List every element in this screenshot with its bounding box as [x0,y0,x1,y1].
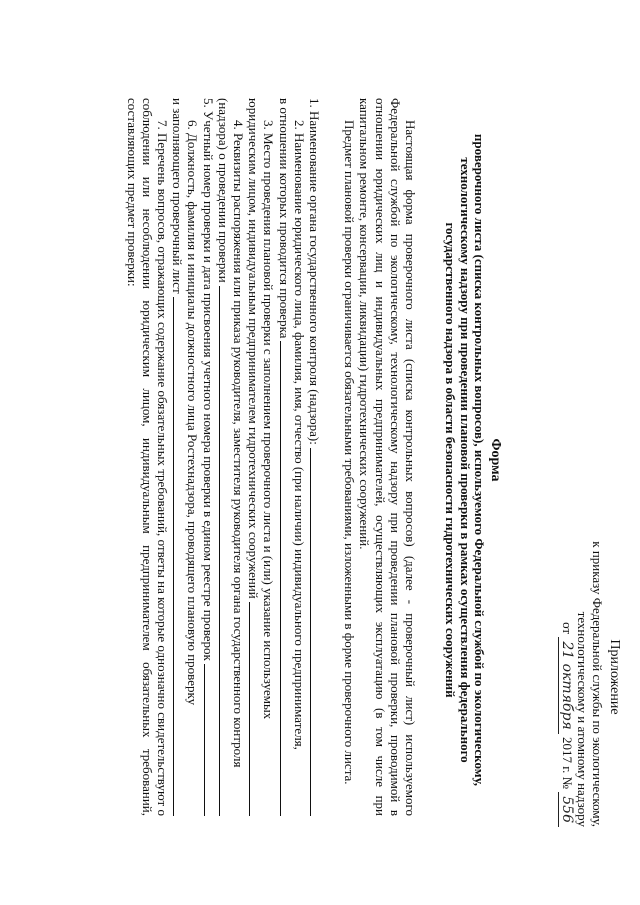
appendix-block [558,527,622,827]
item-3 [261,98,276,816]
handwritten-number: 556 [558,792,574,827]
item-2 [292,98,307,816]
item-6-fill-line [173,297,185,816]
item-6-cont [170,98,185,816]
appendix-line-1: к приказу Федеральной службы по экологическому, [590,541,605,827]
appendix-title: Приложение [607,639,622,715]
year-label: 2017 г. № [560,736,575,790]
item-6-cont-text: и заполняющего проверочный лист [170,98,186,294]
item-2-text: 2. Наименование юридического лица, фамилия, имя, отчество (при наличии) индивидуального предпринимателя, [291,120,307,750]
item-2-cont-text: в отношении которых проводится проверка [276,98,292,339]
item-4-cont [216,98,231,816]
intro-paragraph-2: Предмет плановой проверки ограничивается обязательными требованиями, изложенными в форме проверочного листа. [342,120,358,785]
form-items [124,98,322,816]
date-prefix: от [560,622,575,635]
item-7-text: 7. Перечень вопросов, отражающих содержание обязательных требований, ответы на которые однозначно свидетельствуют о соблюдении или несоблюдении юридическим лицом, индивидуальным предпринимателем обязательных требований, составляющих предмет проверки: [124,98,170,816]
item-4-fill-line [219,286,231,816]
item-3-cont-text: юридическим лицом, индивидуальным предпринимателем гидротехнических сооружений [246,98,262,599]
item-1-fill-line [310,448,322,816]
appendix-date-line [558,527,575,827]
form-title: Форма [488,438,503,482]
item-3-fill-line [249,602,261,816]
heading-line-1: проверочного листа (списка контрольных вопросов), используемого Федеральной службой по экологическому, [472,133,488,787]
item-1 [307,98,322,816]
form-heading [443,90,502,830]
appendix-line-2: технологическому и атомному надзору [575,611,590,827]
item-3-text: 3. Место проведения плановой проверки с заполнением проверочного листа и (или) указание используемых [261,120,277,720]
item-5-text: 5. Учетный номер проверки и дата присвоения учетного номера проверки в едином реестре проверок [200,98,216,661]
item-6-text: 6. Должность, фамилия и инициалы должностного лица Ростехнадзора, проводящего плановую проверку [185,120,201,706]
item-1-text: 1. Наименование органа государственного контроля (надзора): [307,98,322,445]
item-7 [124,98,170,816]
item-5-fill-line [204,664,216,816]
item-2-cont [276,98,291,816]
item-3-cont [246,98,261,816]
heading-line-2: технологическому надзору при проведении плановой проверки в рамках осуществления федерального [458,157,473,763]
item-5 [200,98,215,816]
item-4-cont-text: (надзора) о проведении проверки [215,98,231,283]
heading-line-3: государственного надзора в области безопасности гидротехнических сооружений [443,222,459,698]
item-4-text: 4. Реквизиты распоряжения или приказа руководителя, заместителя руководителя органа государственного контроля [230,120,246,768]
intro-text [342,98,418,816]
item-6 [185,98,200,816]
intro-paragraph-1: Настоящая форма проверочного листа (списка контрольных вопросов) (далее - проверочный лист) используемого Федеральной службой по экологическому, технологическому надзору при проведении плановой проверки, проводимой в отношении юридических лиц и индивидуальных предпринимателей, осуществляющих эксплуатацию (в том числе при капитальном ремонте, консервации, ликвидации) гидротехнических сооружений. [357,98,418,816]
handwritten-date: 21 октября [558,637,574,733]
item-2-fill-line [280,341,292,816]
item-4 [231,98,246,816]
